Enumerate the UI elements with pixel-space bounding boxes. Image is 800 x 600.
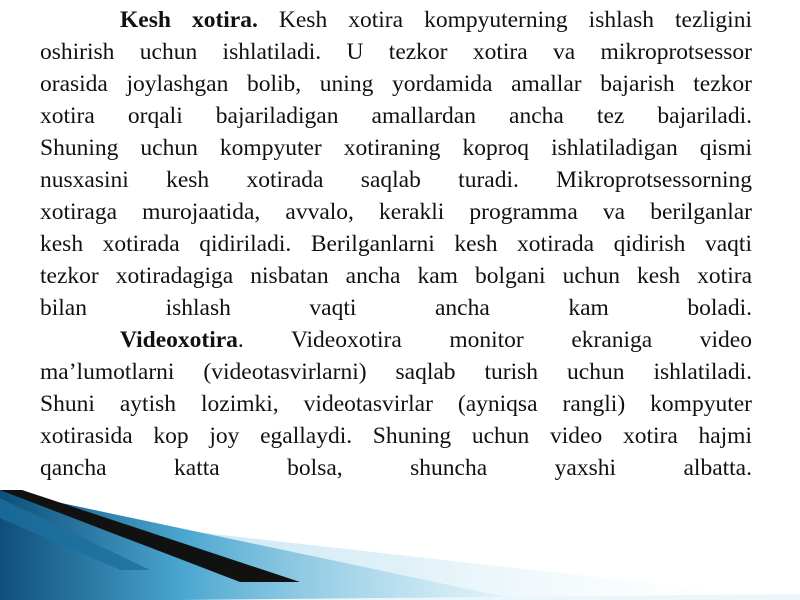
heading-videoxotira: Videoxotira <box>120 327 238 353</box>
paragraph-kesh-xotira <box>40 4 752 324</box>
text-line: xotira orqali bajariladigan amallardan ancha tez bajariladi. <box>40 103 752 129</box>
stripe-blue <box>0 490 520 600</box>
text-line: orasida joylashgan bolib, uning yordamida amallar bajarish tezkor <box>40 71 752 97</box>
stripe-dark-blue <box>0 498 150 570</box>
line-text: . Videoxotira monitor ekraniga video <box>237 327 752 353</box>
text-line: Shuning uchun kompyuter xotiraning koproq ishlatiladigan qismi <box>40 135 752 161</box>
line-text: Kesh xotira kompyuterning ishlash tezligini <box>257 7 752 33</box>
text-line: xotirasida kop joy egallaydi. Shuning uchun video xotira hajmi <box>40 423 752 449</box>
text-line <box>40 4 752 36</box>
text-line: kesh xotirada qidiriladi. Berilganlarni kesh xotirada qidirish vaqti <box>40 231 752 257</box>
heading-kesh-xotira: Kesh xotira. <box>120 7 258 33</box>
text-content <box>40 4 752 484</box>
text-line: tezkor xotiradagiga nisbatan ancha kam bolgani uchun kesh xotira <box>40 263 752 289</box>
paragraph-videoxotira <box>40 324 752 484</box>
stripe-light-overlay <box>180 594 800 600</box>
text-line: ma’lumotlarni (videotasvirlarni) saqlab turish uchun ishlatiladi. <box>40 359 752 385</box>
stripe-light <box>0 510 800 600</box>
text-line: qancha katta bolsa, shuncha yaxshi albatta. <box>40 455 752 481</box>
stripe-black <box>0 490 300 582</box>
decorative-stripes <box>0 490 800 600</box>
text-line: Shuni aytish lozimki, videotasvirlar (ayniqsa rangli) kompyuter <box>40 391 752 417</box>
text-line <box>40 324 752 356</box>
text-line: bilan ishlash vaqti ancha kam boladi. <box>40 295 752 321</box>
text-line: oshirish uchun ishlatiladi. U tezkor xotira va mikroprotsessor <box>40 39 752 65</box>
text-line: xotiraga murojaatida, avvalo, kerakli programma va berilganlar <box>40 199 752 225</box>
text-line: nusxasini kesh xotirada saqlab turadi. Mikroprotsessorning <box>40 167 752 193</box>
